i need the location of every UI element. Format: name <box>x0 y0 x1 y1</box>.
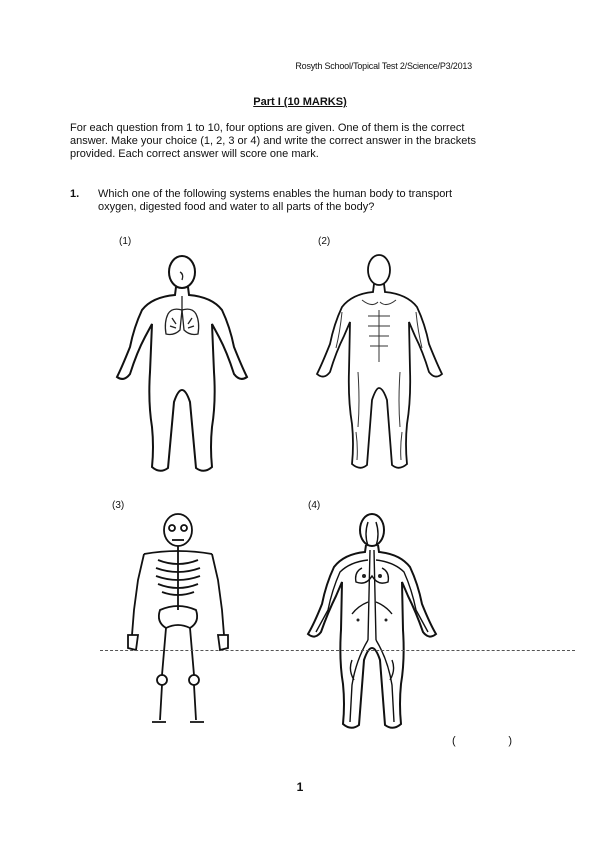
question-text: Which one of the following systems enables the human body to transport oxygen, digested food and water to all parts of the body? <box>98 188 453 213</box>
option-3-label: (3) <box>112 500 125 511</box>
instructions: For each question from 1 to 10, four options are given. One of them is the correct answer. Make your choice (1, 2, 3 or 4) and write the correct answer in the brackets provided. Each correct answer will score one mark. <box>70 122 476 160</box>
question-number: 1. <box>70 188 80 200</box>
muscular-system-icon <box>312 252 447 477</box>
part-title: Part I (10 MARKS) <box>253 96 347 108</box>
skeletal-system-icon <box>124 510 232 735</box>
circulatory-system-icon <box>302 510 442 735</box>
page-number: 1 <box>296 780 304 794</box>
answer-bracket-open: ( <box>452 735 456 747</box>
dashed-divider <box>100 650 575 651</box>
answer-bracket[interactable] <box>452 735 512 747</box>
answer-bracket-close: ) <box>508 735 512 747</box>
option-1-label: (1) <box>119 236 132 247</box>
header-reference: Rosyth School/Topical Test 2/Science/P3/2013 <box>295 61 472 71</box>
option-2-label: (2) <box>318 236 331 247</box>
option-4-label: (4) <box>308 500 321 511</box>
respiratory-system-icon <box>112 252 252 482</box>
